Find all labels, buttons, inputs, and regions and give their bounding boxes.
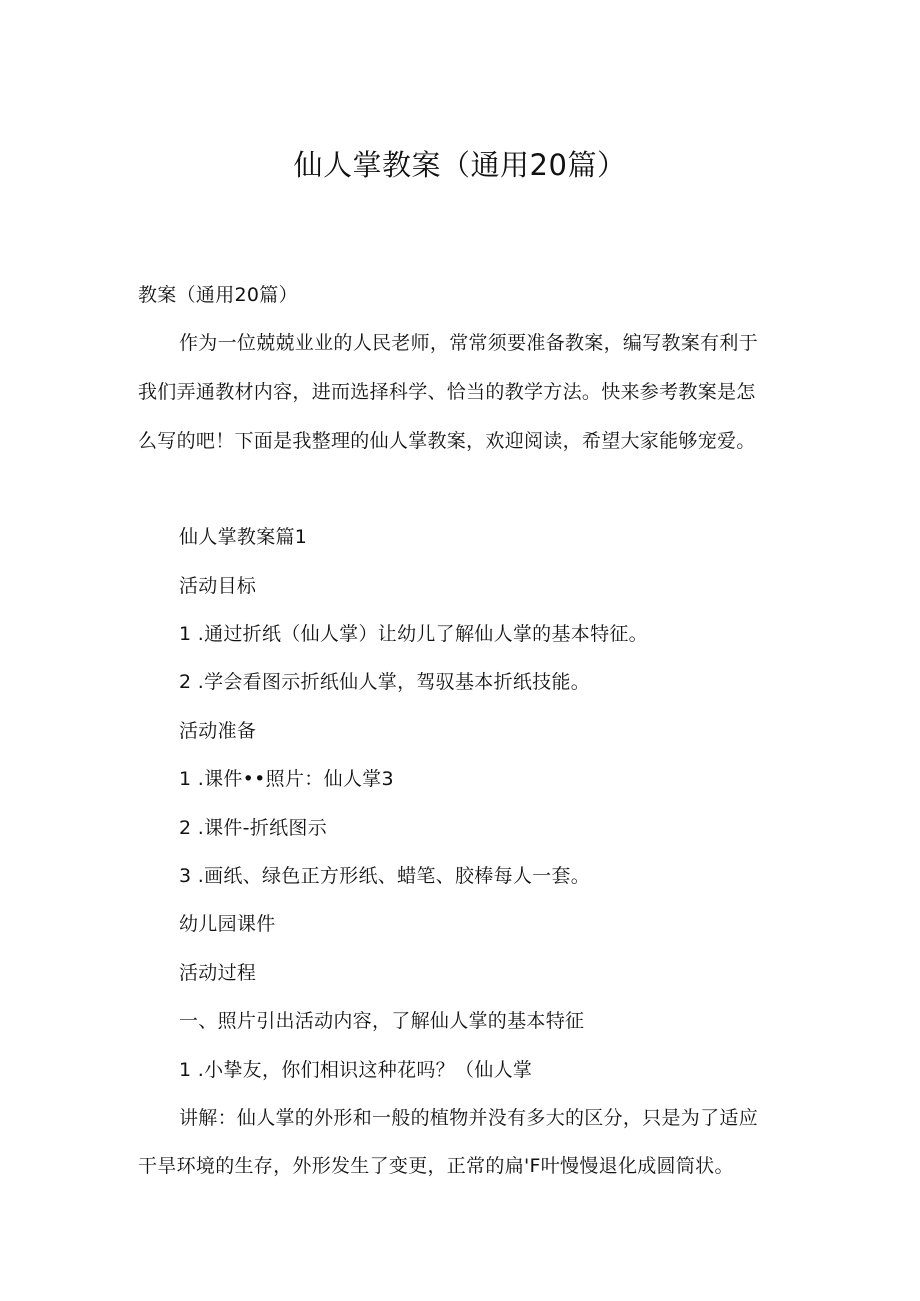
- document-subtitle: 教案（通用20篇）: [138, 284, 298, 306]
- intro-line: 作为一位兢兢业业的人民老师，常常须要准备教案，编写教案有利于: [179, 332, 759, 354]
- question-line: 1 .小挚友，你们相识这种花吗？（仙人掌: [179, 1059, 533, 1081]
- intro-line: 我们弄通教材内容，进而选择科学、恰当的教学方法。快来参考教案是怎: [138, 381, 756, 403]
- prep-item: 3 .画纸、绿色正方形纸、蜡笔、胶棒每人一套。: [179, 865, 591, 887]
- document-title: 仙人掌教案（通用20篇）: [293, 148, 627, 182]
- goals-heading: 活动目标: [179, 575, 257, 597]
- prep-item: 2 .课件-折纸图示: [179, 817, 328, 839]
- goal-item: 2 .学会看图示折纸仙人掌，驾驭基本折纸技能。: [179, 671, 591, 693]
- intro-line: 么写的吧！下面是我整理的仙人掌教案，欢迎阅读，希望大家能够宠爱。: [138, 430, 756, 452]
- section-heading: 仙人掌教案篇1: [179, 526, 308, 548]
- step-heading: 一、照片引出活动内容，了解仙人掌的基本特征: [179, 1010, 585, 1032]
- prep-item: 1 .课件••照片：仙人掌3: [179, 768, 394, 790]
- process-heading: 活动过程: [179, 962, 257, 984]
- explain-line: 干旱环境的生存，外形发生了变更，正常的扁'F叶慢慢退化成圆筒状。: [138, 1155, 734, 1177]
- courseware-label: 幼儿园课件: [179, 913, 276, 935]
- goal-item: 1 .通过折纸（仙人掌）让幼儿了解仙人掌的基本特征。: [179, 623, 648, 645]
- prep-heading: 活动准备: [179, 720, 257, 742]
- explain-line: 讲解：仙人掌的外形和一般的植物并没有多大的区分，只是为了适应: [179, 1107, 759, 1129]
